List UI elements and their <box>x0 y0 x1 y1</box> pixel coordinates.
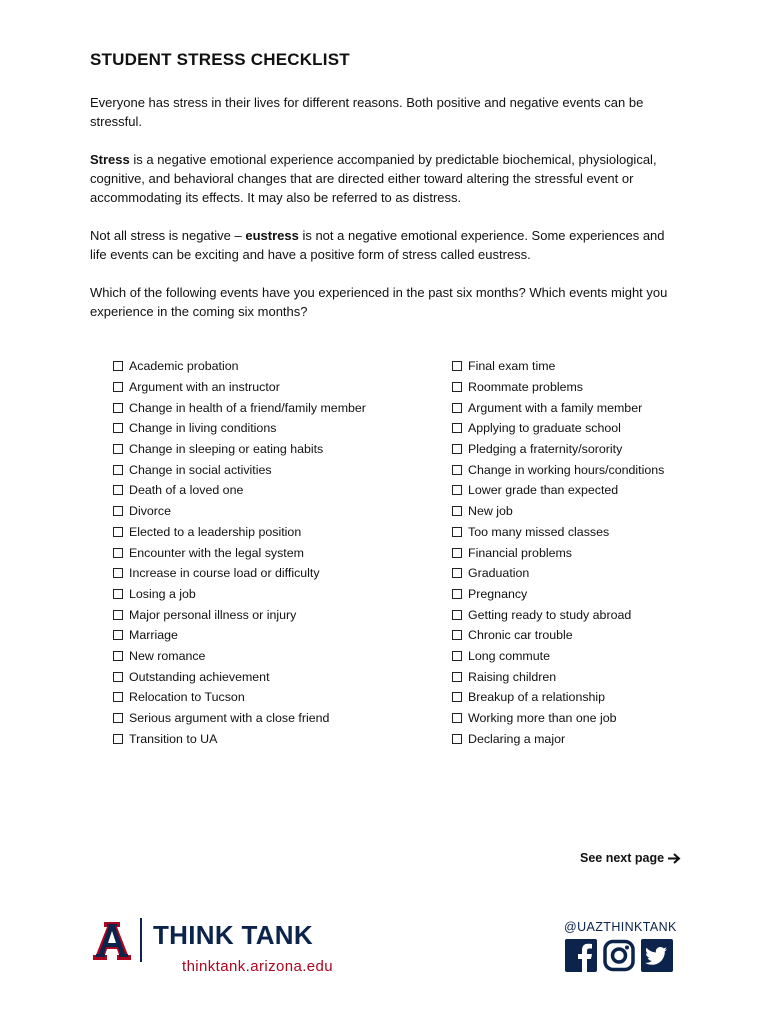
checklist-item <box>113 377 366 398</box>
checklist-item <box>113 687 366 708</box>
checklist-item <box>113 646 366 667</box>
checkbox[interactable] <box>113 506 123 516</box>
checklist-item <box>452 687 664 708</box>
checklist-item <box>113 666 366 687</box>
checklist-item <box>113 418 366 439</box>
checklist-item-label: Death of a loved one <box>129 483 244 498</box>
checklist-item-label: Elected to a leadership position <box>129 524 302 539</box>
checklist-item-label: New romance <box>129 648 206 663</box>
checklist-item-label: Applying to graduate school <box>468 421 621 436</box>
checklist-item <box>113 522 366 543</box>
checkbox[interactable] <box>452 734 462 744</box>
instagram-icon <box>603 939 635 972</box>
checkbox[interactable] <box>113 568 123 578</box>
checkbox[interactable] <box>113 651 123 661</box>
checklist-item <box>113 563 366 584</box>
checkbox[interactable] <box>452 444 462 454</box>
checklist-item <box>113 439 366 460</box>
checklist-item-label: Academic probation <box>129 359 239 374</box>
stress-term: Stress <box>90 152 130 167</box>
checklist-item <box>452 563 664 584</box>
checkbox[interactable] <box>452 527 462 537</box>
checkbox[interactable] <box>113 444 123 454</box>
checklist-item <box>113 584 366 605</box>
checklist-item-label: Encounter with the legal system <box>129 545 304 560</box>
checkbox[interactable] <box>452 692 462 702</box>
eustress-intro: Not all stress is negative – <box>90 228 246 243</box>
checklist-item-label: Raising children <box>468 669 557 684</box>
checkbox[interactable] <box>113 423 123 433</box>
checkbox[interactable] <box>452 403 462 413</box>
checklist-left-column <box>113 356 366 749</box>
checklist-item-label: Increase in course load or difficulty <box>129 566 320 581</box>
see-next-page-label: See next page <box>580 851 665 865</box>
checkbox[interactable] <box>113 672 123 682</box>
checkbox[interactable] <box>113 485 123 495</box>
brand-name: THINK TANK <box>153 920 313 950</box>
checklist-item-label: Declaring a major <box>468 731 566 746</box>
checklist-item <box>452 604 664 625</box>
checklist-right-column <box>452 356 664 749</box>
checkbox[interactable] <box>452 672 462 682</box>
checkbox[interactable] <box>113 382 123 392</box>
checkbox[interactable] <box>452 630 462 640</box>
logo-divider <box>140 918 142 962</box>
facebook-icon <box>565 939 597 972</box>
checkbox[interactable] <box>452 361 462 371</box>
checkbox[interactable] <box>113 548 123 558</box>
intro-paragraph: Everyone has stress in their lives for different reasons. Both positive and negative events can be stressful. <box>90 95 644 129</box>
checkbox[interactable] <box>113 361 123 371</box>
social-icons <box>565 939 673 972</box>
checklist-item <box>452 625 664 646</box>
eustress-term: eustress <box>245 228 299 243</box>
checklist-item-label: Financial problems <box>468 545 572 560</box>
checkbox[interactable] <box>452 548 462 558</box>
checklist-item-label: Marriage <box>129 628 178 643</box>
checklist-item-label: Change in working hours/conditions <box>468 462 665 477</box>
checklist-item-label: New job <box>468 504 513 519</box>
checkbox[interactable] <box>452 589 462 599</box>
checklist-item-label: Serious argument with a close friend <box>129 711 330 726</box>
checklist-item <box>452 501 664 522</box>
checkbox[interactable] <box>113 630 123 640</box>
checklist-item <box>452 459 664 480</box>
checklist-item-label: Relocation to Tucson <box>129 690 245 705</box>
checklist-item <box>113 397 366 418</box>
twitter-icon <box>641 939 673 972</box>
page-title: STUDENT STRESS CHECKLIST <box>90 50 350 69</box>
checklist-item-label: Change in sleeping or eating habits <box>129 442 324 457</box>
checklist-item <box>452 439 664 460</box>
eustress-definition <box>90 226 680 264</box>
checkbox[interactable] <box>452 485 462 495</box>
checklist-item <box>452 646 664 667</box>
checklist-item-label: Pledging a fraternity/sorority <box>468 442 623 457</box>
checklist-item <box>113 625 366 646</box>
checklist-item-label: Chronic car trouble <box>468 628 573 643</box>
checklist-item-label: Final exam time <box>468 359 556 374</box>
checklist-item <box>452 584 664 605</box>
checklist-item-label: Roommate problems <box>468 380 584 395</box>
checklist-item <box>113 356 366 377</box>
university-a-logo-icon <box>90 918 134 962</box>
checklist-item <box>113 542 366 563</box>
checklist-item-label: Argument with an instructor <box>129 380 280 395</box>
website-url: thinktank.arizona.edu <box>182 958 333 975</box>
stress-definition <box>90 150 680 207</box>
checklist-item <box>113 604 366 625</box>
checklist-item <box>452 418 664 439</box>
checkbox[interactable] <box>452 568 462 578</box>
checklist-item-label: Pregnancy <box>468 586 528 601</box>
checklist-item <box>452 728 664 749</box>
checklist-item <box>113 708 366 729</box>
checkbox[interactable] <box>113 734 123 744</box>
checklist-item-label: Outstanding achievement <box>129 669 270 684</box>
checkbox[interactable] <box>452 713 462 723</box>
checklist-item-label: Change in health of a friend/family member <box>129 400 366 415</box>
checklist-item <box>113 480 366 501</box>
checklist-item <box>452 708 664 729</box>
checklist-item-label: Divorce <box>129 504 171 519</box>
checkbox[interactable] <box>452 610 462 620</box>
checklist-item-label: Breakup of a relationship <box>468 690 606 705</box>
checklist-item <box>452 522 664 543</box>
arrow-right-icon <box>668 853 681 864</box>
checklist-item-label: Losing a job <box>129 586 196 601</box>
checklist-item <box>452 542 664 563</box>
checklist-item-label: Lower grade than expected <box>468 483 619 498</box>
checkbox[interactable] <box>113 589 123 599</box>
checkbox[interactable] <box>113 692 123 702</box>
checklist-item <box>113 501 366 522</box>
see-next-page <box>580 851 681 865</box>
eustress-definition-text: is not a negative emotional experience. Some experiences and life events can be exciting and have a positive form of stress called eustress. <box>90 228 665 262</box>
checklist-item-label: Argument with a family member <box>468 400 643 415</box>
social-handle: @UAZTHINKTANK <box>564 920 677 934</box>
checklist-item-label: Working more than one job <box>468 711 617 726</box>
checkbox[interactable] <box>452 651 462 661</box>
checklist-item-label: Change in living conditions <box>129 421 277 436</box>
checkbox[interactable] <box>113 713 123 723</box>
checklist-item-label: Too many missed classes <box>468 524 610 539</box>
checklist-item-label: Transition to UA <box>129 731 218 746</box>
checklist-item <box>113 459 366 480</box>
checkbox[interactable] <box>452 506 462 516</box>
checkbox[interactable] <box>113 403 123 413</box>
question-paragraph: Which of the following events have you experienced in the past six months? Which events might you experience in the coming six months? <box>90 285 668 319</box>
checklist-item-label: Major personal illness or injury <box>129 607 297 622</box>
checkbox[interactable] <box>452 423 462 433</box>
checkbox[interactable] <box>452 465 462 475</box>
checkbox[interactable] <box>113 610 123 620</box>
checklist-item-label: Long commute <box>468 648 550 663</box>
checklist-item-label: Graduation <box>468 566 530 581</box>
checkbox[interactable] <box>452 382 462 392</box>
stress-definition-text: is a negative emotional experience accompanied by predictable biochemical, physiological, cognitive, and behavioral changes that are directed either toward altering the stressful event or accommodating its effects. It may also be referred to as distress. <box>90 152 657 205</box>
checklist-item <box>452 397 664 418</box>
checklist-item-label: Getting ready to study abroad <box>468 607 632 622</box>
checklist-item <box>452 377 664 398</box>
checklist-item-label: Change in social activities <box>129 462 272 477</box>
checklist-item <box>452 480 664 501</box>
checklist-item <box>452 356 664 377</box>
checkbox[interactable] <box>113 465 123 475</box>
checklist-item <box>452 666 664 687</box>
checklist-item <box>113 728 366 749</box>
checkbox[interactable] <box>113 527 123 537</box>
